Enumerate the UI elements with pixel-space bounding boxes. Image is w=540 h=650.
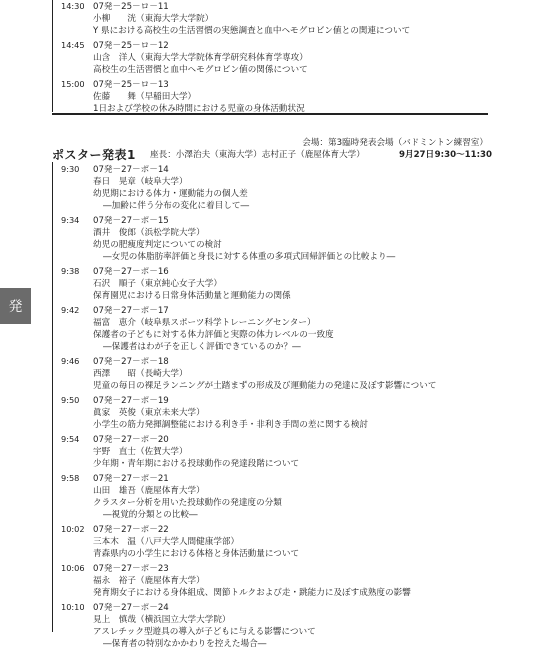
presentation-time: 14:45 xyxy=(61,40,85,50)
presentation-code: 07発－27－ポ－22 xyxy=(93,525,169,535)
presentation-title: 1日および学校の休み時間における児童の身体活動状況 xyxy=(93,104,305,114)
presentation-details xyxy=(93,524,299,560)
top-section-left-rule xyxy=(52,0,53,112)
presentation-time: 9:38 xyxy=(61,266,80,276)
presentation-time: 15:00 xyxy=(61,79,85,89)
presentation-details xyxy=(93,563,411,599)
side-index-tab: 発 xyxy=(0,288,31,324)
presentation-code: 07発－27－ポ－17 xyxy=(93,306,169,316)
presentation-time: 10:02 xyxy=(61,524,85,534)
presenter-name: 佐藤 舞（早稲田大学） xyxy=(93,92,197,102)
presenter-name: 春日 晃章（岐阜大学） xyxy=(93,177,188,187)
presentation-details xyxy=(93,305,334,353)
presenter-name: 西澤 昭（長崎大学） xyxy=(93,369,188,379)
presentation-time: 9:42 xyxy=(61,305,80,315)
presentation-time: 9:34 xyxy=(61,215,80,225)
presentation-title: Y 県における高校生の生活習慣の実態調査と血中ヘモグロビン値との関連について xyxy=(93,26,411,36)
presenter-name: 福富 恵介（岐阜県スポーツ科学トレーニングセンター） xyxy=(93,318,316,328)
presentation-details xyxy=(93,266,291,302)
presentation-code: 07発－25－ロ－11 xyxy=(93,2,169,12)
presenter-name: 石沢 順子（東京純心女子大学） xyxy=(93,279,222,289)
presentation-time: 10:06 xyxy=(61,563,85,573)
presentation-details xyxy=(93,356,436,392)
presentation-title: 小学生の筋力発揮調整能における利き手・非利き手間の差に関する検討 xyxy=(93,420,369,430)
presentation-title: クラスター分析を用いた投球動作の発達度の分類 xyxy=(93,498,282,508)
presentation-subtitle: ―視覚的分類との比較― xyxy=(103,510,198,520)
presentation-details xyxy=(93,164,249,212)
presenter-name: 福永 裕子（鹿屋体育大学） xyxy=(93,576,205,586)
presentation-code: 07発－25－ロ－13 xyxy=(93,80,169,90)
presentation-title: 保育園児における日常身体活動量と運動能力の関係 xyxy=(93,291,291,301)
presentation-details xyxy=(93,79,305,115)
presentation-code: 07発－27－ポ－19 xyxy=(93,396,169,406)
presentation-time: 9:50 xyxy=(61,395,80,405)
presentation-time: 14:30 xyxy=(61,1,85,11)
presentation-time: 9:54 xyxy=(61,434,80,444)
presentation-title: 発育期女子における身体組成、関節トルクおよび走・跳能力に及ぼす成熟度の影響 xyxy=(93,588,411,598)
presentation-code: 07発－27－ポ－16 xyxy=(93,267,169,277)
presenter-name: 山田 雄吾（鹿屋体育大学） xyxy=(93,486,205,496)
poster-session-title: ポスター発表1 xyxy=(52,148,136,162)
presentation-details xyxy=(93,473,282,521)
presentation-details xyxy=(93,215,395,263)
presentation-code: 07発－27－ポ－24 xyxy=(93,603,169,613)
presenter-name: 宇野 直士（佐賀大学） xyxy=(93,447,188,457)
presentation-title: 青森県内の小学生における体格と身体活動量について xyxy=(93,549,300,559)
presentation-code: 07発－27－ポ－18 xyxy=(93,357,169,367)
presentation-details xyxy=(93,1,410,37)
presentation-code: 07発－27－ポ－20 xyxy=(93,435,169,445)
poster-session-header xyxy=(52,148,492,162)
presentation-title: アスレチック型遊具の導入が子どもに与える影響について xyxy=(93,627,316,637)
poster-section-left-rule xyxy=(52,162,53,632)
presentation-code: 07発－27－ポ－15 xyxy=(93,216,169,226)
presentation-subtitle: ―保護者はわが子を正しく評価できているのか？― xyxy=(103,342,301,352)
presentation-time: 10:10 xyxy=(61,602,85,612)
presentation-details xyxy=(93,434,299,470)
presentation-code: 07発－27－ポ－21 xyxy=(93,474,169,484)
presentation-code: 07発－27－ポ－23 xyxy=(93,564,169,574)
session-date: 9月27日 xyxy=(399,150,435,160)
presentation-subtitle: ―保育者の特別なかかわりを控えた場合― xyxy=(103,639,267,649)
presentation-title: 幼児の肥痩度判定についての検討 xyxy=(93,240,222,250)
presentation-title: 幼児期における体力・運動能力の個人差 xyxy=(93,189,248,199)
presentation-code: 07発－25－ロ－12 xyxy=(93,41,169,51)
presentation-title: 保護者の子どもに対する体力評価と実際の体力レベルの一致度 xyxy=(93,330,334,340)
presenter-name: 酒井 俊郎（浜松学院大学） xyxy=(93,228,205,238)
presentation-subtitle: ―女児の体脂肪率評価と身長に対する体重の多項式回帰評価との比較より― xyxy=(103,252,396,262)
presentation-title: 高校生の生活習慣と血中ヘモグロビン値の関係について xyxy=(93,65,308,75)
presentation-code: 07発－27－ポ－14 xyxy=(93,165,169,175)
session-hours: 9:30〜11:30 xyxy=(434,150,492,160)
presenter-name: 山含 洋人（東海大学大学院体育学研究科体育学専攻） xyxy=(93,53,308,63)
presenter-name: 小柳 洸（東海大学大学院） xyxy=(93,14,214,24)
presentation-title: 少年期・青年期における投球動作の発達段階について xyxy=(93,459,300,469)
presentation-time: 9:58 xyxy=(61,473,80,483)
presentation-subtitle: ―加齢に伴う分布の変化に着目して― xyxy=(103,201,250,211)
presenter-name: 眞家 英俊（東京未来大学） xyxy=(93,408,205,418)
presentation-details xyxy=(93,395,368,431)
presentation-details xyxy=(93,40,308,76)
presenter-name: 見上 慎哉（横浜国立大学大学院） xyxy=(93,615,231,625)
presenter-name: 三本木 温（八戸大学人間健康学部） xyxy=(93,537,240,547)
presentation-details xyxy=(93,602,316,650)
presentation-title: 児童の毎日の裸足ランニングが土踏まずの形成及び運動能力の発達に及ぼす影響について xyxy=(93,381,437,391)
venue-label: 会場：第3臨時発表会場（バドミントン練習室） xyxy=(302,138,488,148)
session-chairs: 座長：小澤治夫（東海大学）志村正子（鹿屋体育大学） xyxy=(150,150,365,160)
presentation-time: 9:46 xyxy=(61,356,80,366)
presentation-time: 9:30 xyxy=(61,164,80,174)
